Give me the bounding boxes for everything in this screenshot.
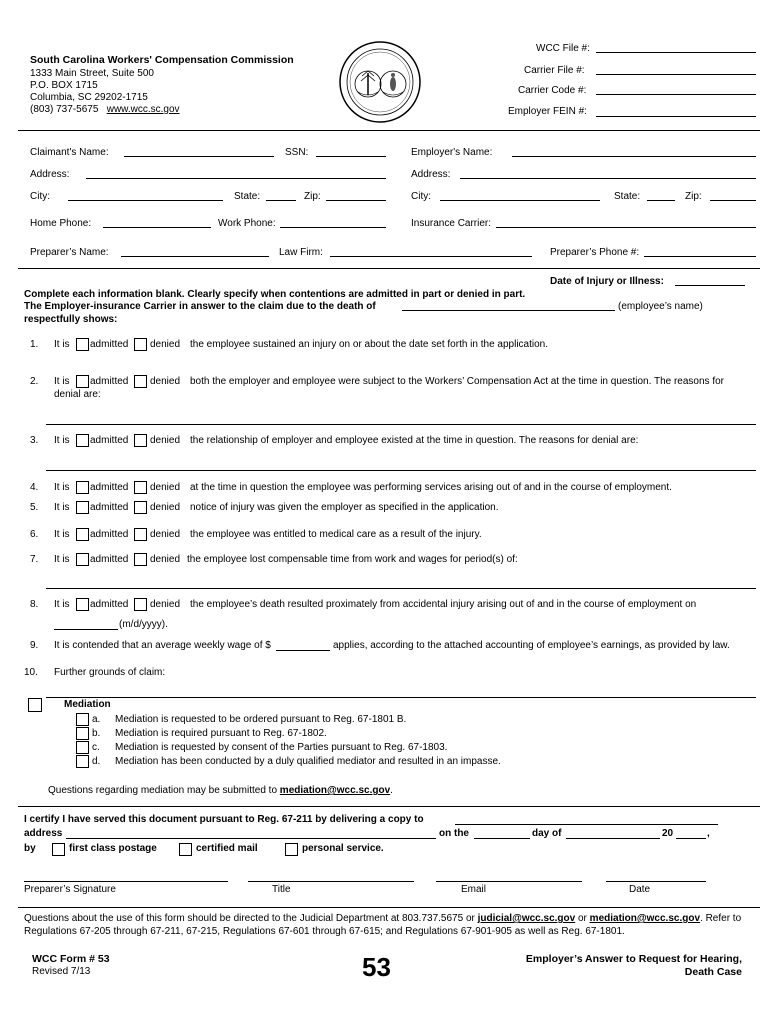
served-party-field[interactable] [455, 824, 718, 825]
preparer-signature-label: Preparer’s Signature [24, 884, 116, 895]
law-firm-label: Law Firm: [279, 247, 323, 258]
served-year-field[interactable] [676, 838, 706, 839]
claimant-address-field[interactable] [86, 178, 386, 179]
form-title-line-2: Death Case [684, 966, 742, 978]
item-6-text: the employee was entitled to medical care as a result of the injury. [190, 529, 482, 540]
header-divider [18, 130, 760, 131]
item-1-text: the employee sustained an injury on or about the date set forth in the application. [190, 339, 549, 350]
item-9-number: 9. [30, 640, 39, 651]
item-3-admitted-label: admitted [90, 435, 129, 446]
employer-fein-label: Employer FEIN #: [508, 106, 587, 117]
form-number: WCC Form # 53 [32, 953, 110, 965]
employer-name-label: Employer's Name: [411, 147, 493, 158]
item-7-denied-checkbox[interactable] [134, 553, 147, 566]
mediation-email-link[interactable]: mediation@wcc.sc.gov [279, 785, 391, 796]
work-phone-field[interactable] [280, 227, 386, 228]
item-2-text: both the employer and employee were subject to the Workers’ Compensation Act at the time in question. The reasons for [190, 376, 724, 387]
item-1-number: 1. [30, 339, 39, 350]
first-class-label: first class postage [69, 843, 157, 854]
intro-line-3: respectfully shows: [24, 314, 118, 325]
footer-questions [24, 913, 741, 924]
average-weekly-wage-field[interactable] [276, 650, 330, 651]
employer-state-label: State: [614, 191, 641, 202]
employer-city-label: City: [411, 191, 431, 202]
seal-icon [338, 40, 422, 124]
mediation-option-d-letter: d. [92, 756, 101, 767]
item-2-denied-label: denied [150, 376, 181, 387]
carrier-file-label: Carrier File #: [524, 65, 585, 76]
item-1-admitted-label: admitted [90, 339, 129, 350]
certify-comma: , [707, 828, 710, 839]
item-6-denied-checkbox[interactable] [134, 528, 147, 541]
item-8-text: the employee’s death resulted proximately from accidental injury arising out of and in the course of employment on [190, 599, 697, 610]
mediation-option-a-text: Mediation is requested to be ordered pursuant to Reg. 67-1801 B. [115, 714, 407, 725]
home-phone-label: Home Phone: [30, 218, 92, 229]
work-phone-label: Work Phone: [218, 218, 276, 229]
wcc-file-field[interactable] [596, 52, 756, 53]
item-6-number: 6. [30, 529, 39, 540]
certified-mail-checkbox[interactable] [179, 843, 192, 856]
item-4-text: at the time in question the employee was performing services arising out of and in the course of employment. [190, 482, 672, 493]
item-7-admitted-label: admitted [90, 554, 129, 565]
item-4-admitted-label: admitted [90, 482, 129, 493]
date-field[interactable] [606, 881, 706, 882]
served-month-field[interactable] [566, 838, 660, 839]
item-6-admitted-label: admitted [90, 529, 129, 540]
item-2-admitted-checkbox[interactable] [76, 375, 89, 388]
claimant-city-label: City: [30, 191, 50, 202]
preparer-signature-field[interactable] [24, 881, 228, 882]
item-3-admitted-checkbox[interactable] [76, 434, 89, 447]
mediation-option-b-checkbox[interactable] [76, 727, 89, 740]
mediation-option-c-letter: c. [92, 742, 100, 753]
personal-service-checkbox[interactable] [285, 843, 298, 856]
certify-by: by [24, 843, 36, 854]
personal-service-label: personal service. [302, 843, 384, 854]
employee-name-field[interactable] [402, 310, 615, 311]
item-8-number: 8. [30, 599, 39, 610]
claimant-name-field[interactable] [124, 156, 274, 157]
claimant-address-label: Address: [30, 169, 70, 180]
agency-phone [30, 104, 180, 115]
item-10-number: 10. [24, 667, 38, 678]
item-8-denied-label: denied [150, 599, 181, 610]
law-firm-field[interactable] [330, 256, 532, 257]
footer-divider [18, 907, 760, 908]
employer-address-field[interactable] [460, 178, 756, 179]
item-3-denied-checkbox[interactable] [134, 434, 147, 447]
preparer-phone-label: Preparer’s Phone #: [550, 247, 640, 258]
ssn-field[interactable] [316, 156, 386, 157]
title-field[interactable] [248, 881, 414, 882]
certify-address-label: address [24, 828, 63, 839]
item-1-it-is: It is [54, 339, 70, 350]
carrier-code-field[interactable] [596, 94, 756, 95]
item-5-admitted-label: admitted [90, 502, 129, 513]
certify-divider [18, 806, 760, 807]
wcc-file-label: WCC File #: [536, 43, 590, 54]
first-class-checkbox[interactable] [52, 843, 65, 856]
email-label: Email [461, 884, 487, 895]
footer-refer: . Refer to [700, 913, 742, 924]
item-2-number: 2. [30, 376, 39, 387]
employer-zip-label: Zip: [685, 191, 702, 202]
date-of-injury-field[interactable] [675, 285, 745, 286]
agency-address-line-1: 1333 Main Street, Suite 500 [30, 68, 154, 79]
preparer-name-field[interactable] [121, 256, 269, 257]
mediation-option-b-letter: b. [92, 728, 101, 739]
home-phone-field[interactable] [103, 227, 211, 228]
item-5-text: notice of injury was given the employer as specified in the application. [190, 502, 499, 513]
mediation-option-d-checkbox[interactable] [76, 755, 89, 768]
preparer-name-label: Preparer’s Name: [30, 247, 109, 258]
insurance-carrier-field[interactable] [496, 227, 756, 228]
date-of-injury-label: Date of Injury or Illness: [550, 276, 664, 287]
item-8-date-format: (m/d/yyyy). [119, 619, 168, 630]
certify-year-prefix: 20 [662, 828, 674, 839]
item-3-reasons-field[interactable] [46, 470, 756, 471]
claimant-city-field[interactable] [68, 200, 223, 201]
agency-address-line-3: Columbia, SC 29202-1715 [30, 92, 148, 103]
item-7-text: the employee lost compensable time from work and wages for period(s) of: [187, 554, 518, 565]
certify-line-1: I certify I have served this document pursuant to Reg. 67-211 by delivering a copy to [24, 814, 424, 825]
footer-questions-text: Questions about the use of this form should be directed to the Judicial Department at 803.737.5675 or [24, 913, 475, 924]
employer-fein-field[interactable] [596, 116, 756, 117]
item-10-text: Further grounds of claim: [54, 667, 166, 678]
website-link[interactable]: www.wcc.sc.gov [106, 104, 180, 115]
footer-regulations: Regulations 67-205 through 67-211, 67-215, Regulations 67-601 through 67-615; and Regulations 67-901-905 as well as Reg. 67-1801. [24, 926, 625, 937]
footer-or: or [577, 913, 587, 924]
item-8-it-is: It is [54, 599, 70, 610]
item-3-text: the relationship of employer and employee existed at the time in question. The reasons for denial are: [190, 435, 639, 446]
mediation-questions-text: Questions regarding mediation may be submitted to [48, 785, 278, 796]
item-5-it-is: It is [54, 502, 70, 513]
item-1-denied-checkbox[interactable] [134, 338, 147, 351]
judicial-email-link[interactable]: judicial@wcc.sc.gov [477, 913, 576, 924]
agency-name: South Carolina Workers' Compensation Commission [30, 54, 294, 66]
item-7-denied-label: denied [150, 554, 181, 565]
agency-address-line-2: P.O. BOX 1715 [30, 80, 98, 91]
item-5-admitted-checkbox[interactable] [76, 501, 89, 514]
phone-text: (803) 737-5675 [30, 104, 99, 115]
claimant-name-label: Claimant's Name: [30, 147, 109, 158]
preparer-phone-field[interactable] [644, 256, 756, 257]
item-3-number: 3. [30, 435, 39, 446]
item-8-denied-checkbox[interactable] [134, 598, 147, 611]
claimant-state-label: State: [234, 191, 261, 202]
claimant-state-field[interactable] [266, 200, 296, 201]
item-7-number: 7. [30, 554, 39, 565]
item-4-admitted-checkbox[interactable] [76, 481, 89, 494]
mediation-option-d-text: Mediation has been conducted by a duly qualified mediator and resulted in an impasse. [115, 756, 501, 767]
item-6-it-is: It is [54, 529, 70, 540]
item-6-denied-label: denied [150, 529, 181, 540]
date-label: Date [629, 884, 651, 895]
item-7-period-field[interactable] [46, 588, 756, 589]
item-7-it-is: It is [54, 554, 70, 565]
claimant-zip-label: Zip: [304, 191, 321, 202]
employer-address-label: Address: [411, 169, 451, 180]
carrier-file-field[interactable] [596, 74, 756, 75]
item-9-text-b: applies, according to the attached accounting of employee’s earnings, as provided by law. [333, 640, 730, 651]
employer-city-field[interactable] [440, 200, 600, 201]
item-2-reasons-field[interactable] [46, 424, 756, 425]
title-label: Title [272, 884, 291, 895]
employer-name-field[interactable] [512, 156, 756, 157]
insurance-carrier-label: Insurance Carrier: [411, 218, 492, 229]
item-2-text-continued: denial are: [54, 389, 101, 400]
ssn-label: SSN: [285, 147, 309, 158]
carrier-code-label: Carrier Code #: [518, 85, 587, 96]
intro-line-1: Complete each information blank. Clearly specify when contentions are admitted in part or denied in part. [24, 289, 526, 300]
form-title-line-1: Employer’s Answer to Request for Hearing, [525, 953, 742, 965]
mediation-option-c-checkbox[interactable] [76, 741, 89, 754]
item-5-denied-label: denied [150, 502, 181, 513]
mediation-option-c-text: Mediation is requested by consent of the Parties pursuant to Reg. 67-1803. [115, 742, 448, 753]
item-7-admitted-checkbox[interactable] [76, 553, 89, 566]
state-seal [338, 40, 422, 124]
claimant-zip-field[interactable] [326, 200, 386, 201]
item-1-admitted-checkbox[interactable] [76, 338, 89, 351]
employee-name-note: (employee’s name) [618, 301, 703, 312]
mediation-option-a-letter: a. [92, 714, 101, 725]
item-2-it-is: It is [54, 376, 70, 387]
item-5-denied-checkbox[interactable] [134, 501, 147, 514]
form-revised: Revised 7/13 [32, 966, 91, 977]
further-grounds-field[interactable] [46, 697, 756, 698]
mediation-questions: Questions regarding mediation may be submitted to mediation@wcc.sc.gov. [48, 785, 393, 796]
item-6-admitted-checkbox[interactable] [76, 528, 89, 541]
claim-divider [18, 268, 760, 269]
employer-zip-field[interactable] [710, 200, 756, 201]
item-8-date-field[interactable] [54, 629, 118, 630]
item-8-admitted-label: admitted [90, 599, 129, 610]
form-big-number: 53 [362, 952, 391, 982]
item-1-denied-label: denied [150, 339, 181, 350]
item-9-text-a: It is contended that an average weekly wage of $ [54, 640, 271, 651]
item-3-it-is: It is [54, 435, 70, 446]
item-4-denied-label: denied [150, 482, 181, 493]
item-4-denied-checkbox[interactable] [134, 481, 147, 494]
certify-on-the: on the [439, 828, 469, 839]
served-day-field[interactable] [474, 838, 530, 839]
employer-state-field[interactable] [647, 200, 675, 201]
email-field[interactable] [436, 881, 582, 882]
mediation-checkbox[interactable] [28, 698, 42, 712]
item-2-admitted-label: admitted [90, 376, 129, 387]
item-2-denied-checkbox[interactable] [134, 375, 147, 388]
mediation-option-b-text: Mediation is required pursuant to Reg. 67-1802. [115, 728, 327, 739]
item-8-admitted-checkbox[interactable] [76, 598, 89, 611]
item-5-number: 5. [30, 502, 39, 513]
item-4-it-is: It is [54, 482, 70, 493]
served-address-field[interactable] [66, 838, 436, 839]
intro-line-2: The Employer-insurance Carrier in answer to the claim due to the death of [24, 301, 376, 312]
mediation-option-a-checkbox[interactable] [76, 713, 89, 726]
footer-mediation-email-link[interactable]: mediation@wcc.sc.gov [589, 913, 701, 924]
certified-mail-label: certified mail [196, 843, 258, 854]
item-4-number: 4. [30, 482, 39, 493]
certify-day-of: day of [532, 828, 562, 839]
item-3-denied-label: denied [150, 435, 181, 446]
mediation-title: Mediation [64, 699, 111, 710]
